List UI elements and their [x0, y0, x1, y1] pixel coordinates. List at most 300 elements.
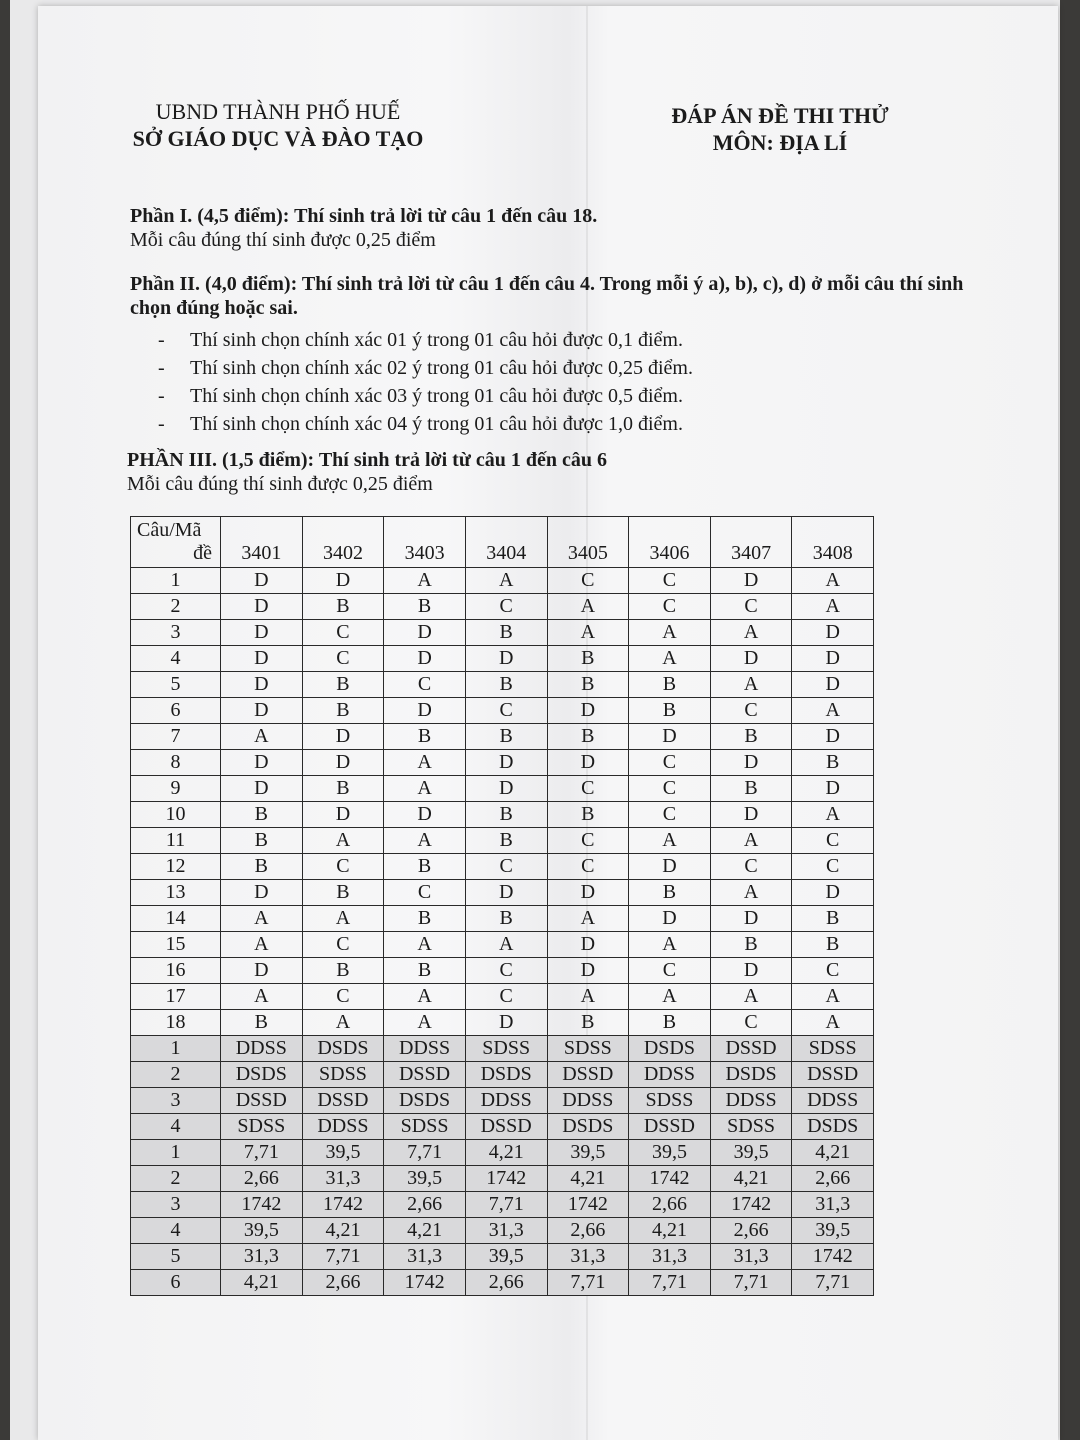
answer-cell: D	[629, 906, 711, 932]
answer-cell: C	[384, 672, 466, 698]
answer-cell: 7,71	[302, 1244, 384, 1270]
answer-cell: C	[629, 594, 711, 620]
answer-cell: B	[465, 828, 547, 854]
answer-cell: C	[465, 958, 547, 984]
answer-cell: B	[302, 958, 384, 984]
question-number-cell: 3	[131, 1088, 221, 1114]
table-row	[131, 984, 874, 1010]
answer-cell: DSDS	[221, 1062, 303, 1088]
table-row	[131, 828, 874, 854]
answer-cell: C	[465, 698, 547, 724]
answer-cell: D	[302, 750, 384, 776]
question-number-cell: 6	[131, 698, 221, 724]
question-number-cell: 2	[131, 1062, 221, 1088]
answer-cell: C	[629, 776, 711, 802]
answer-cell: 2,66	[221, 1166, 303, 1192]
answer-cell: B	[384, 724, 466, 750]
answer-cell: SDSS	[792, 1036, 874, 1062]
answer-cell: C	[302, 932, 384, 958]
answer-cell: DSDS	[465, 1062, 547, 1088]
table-row	[131, 776, 874, 802]
answer-cell: D	[221, 646, 303, 672]
table-row	[131, 698, 874, 724]
table-row	[131, 1036, 874, 1062]
answer-cell: 7,71	[629, 1270, 711, 1296]
answer-cell: B	[629, 698, 711, 724]
answer-cell: 1742	[792, 1244, 874, 1270]
answer-cell: D	[710, 958, 792, 984]
answer-cell: D	[221, 750, 303, 776]
question-number-cell: 4	[131, 1218, 221, 1244]
part2-section	[130, 272, 970, 438]
answer-cell: 1742	[465, 1166, 547, 1192]
exam-code-header: 3401	[221, 517, 303, 568]
answer-cell: A	[710, 828, 792, 854]
issuer-line-2: SỞ GIÁO DỤC VÀ ĐÀO TẠO	[132, 126, 424, 151]
answer-cell: C	[792, 854, 874, 880]
answer-table-body	[131, 568, 874, 1296]
answer-cell: A	[384, 776, 466, 802]
answer-cell: D	[792, 724, 874, 750]
answer-cell: A	[302, 906, 384, 932]
question-number-cell: 3	[131, 1192, 221, 1218]
issuer-header	[118, 98, 438, 152]
answer-cell: A	[792, 984, 874, 1010]
answer-cell: 2,66	[547, 1218, 629, 1244]
part3-title: PHẦN III. (1,5 điểm): Thí sinh trả lời từ câu 1 đến câu 6	[127, 449, 607, 471]
answer-cell: D	[547, 958, 629, 984]
answer-cell: B	[547, 646, 629, 672]
answer-cell: SDSS	[629, 1088, 711, 1114]
answer-cell: DSSD	[302, 1088, 384, 1114]
answer-cell: 1742	[629, 1166, 711, 1192]
corner-header: Câu/Mã đề	[131, 517, 221, 568]
answer-cell: A	[792, 698, 874, 724]
answer-cell: A	[629, 828, 711, 854]
answer-cell: 39,5	[221, 1218, 303, 1244]
answer-cell: B	[221, 1010, 303, 1036]
question-number-cell: 16	[131, 958, 221, 984]
answer-cell: DDSS	[384, 1036, 466, 1062]
answer-cell: 1742	[547, 1192, 629, 1218]
answer-cell: DDSS	[302, 1114, 384, 1140]
answer-cell: B	[384, 594, 466, 620]
question-number-cell: 4	[131, 1114, 221, 1140]
answer-cell: DSSD	[629, 1114, 711, 1140]
answer-cell: C	[302, 620, 384, 646]
answer-cell: D	[221, 568, 303, 594]
answer-cell: B	[547, 724, 629, 750]
answer-cell: B	[792, 750, 874, 776]
answer-cell: B	[384, 958, 466, 984]
answer-cell: A	[547, 594, 629, 620]
answer-cell: 31,3	[221, 1244, 303, 1270]
answer-cell: A	[547, 906, 629, 932]
answer-cell: D	[629, 724, 711, 750]
table-row	[131, 932, 874, 958]
answer-cell: C	[302, 646, 384, 672]
answer-cell: 7,71	[384, 1140, 466, 1166]
answer-cell: D	[792, 776, 874, 802]
answer-cell: SDSS	[221, 1114, 303, 1140]
answer-cell: B	[384, 906, 466, 932]
answer-cell: C	[792, 958, 874, 984]
answer-cell: D	[547, 698, 629, 724]
table-row	[131, 568, 874, 594]
answer-cell: D	[547, 880, 629, 906]
answer-cell: A	[302, 828, 384, 854]
answer-cell: B	[792, 932, 874, 958]
answer-cell: D	[792, 620, 874, 646]
answer-cell: 31,3	[710, 1244, 792, 1270]
answer-cell: 31,3	[629, 1244, 711, 1270]
answer-cell: DSDS	[629, 1036, 711, 1062]
answer-cell: D	[710, 568, 792, 594]
table-row	[131, 1088, 874, 1114]
answer-cell: A	[792, 594, 874, 620]
answer-cell: 4,21	[302, 1218, 384, 1244]
answer-cell: C	[465, 854, 547, 880]
answer-cell: 4,21	[710, 1166, 792, 1192]
answer-cell: D	[384, 646, 466, 672]
table-row	[131, 620, 874, 646]
answer-cell: 1742	[221, 1192, 303, 1218]
table-row	[131, 854, 874, 880]
answer-cell: B	[629, 1010, 711, 1036]
answer-cell: DSSD	[465, 1114, 547, 1140]
answer-cell: D	[221, 880, 303, 906]
part3-note: Mỗi câu đúng thí sinh được 0,25 điểm	[127, 473, 433, 495]
answer-cell: C	[547, 776, 629, 802]
answer-cell: D	[792, 880, 874, 906]
answer-cell: C	[710, 594, 792, 620]
answer-cell: C	[629, 568, 711, 594]
answer-cell: A	[221, 724, 303, 750]
answer-cell: D	[710, 802, 792, 828]
answer-cell: C	[302, 984, 384, 1010]
answer-cell: A	[465, 932, 547, 958]
answer-cell: C	[465, 594, 547, 620]
answer-cell: D	[465, 646, 547, 672]
answer-cell: DDSS	[465, 1088, 547, 1114]
question-number-cell: 18	[131, 1010, 221, 1036]
table-row	[131, 1010, 874, 1036]
answer-cell: A	[629, 646, 711, 672]
answer-cell: A	[710, 672, 792, 698]
answer-cell: A	[221, 932, 303, 958]
answer-cell: C	[302, 854, 384, 880]
table-row	[131, 1244, 874, 1270]
answer-cell: C	[629, 958, 711, 984]
exam-code-header: 3408	[792, 517, 874, 568]
table-row	[131, 724, 874, 750]
answer-cell: 2,66	[302, 1270, 384, 1296]
part1-title: Phần I. (4,5 điểm): Thí sinh trả lời từ câu 1 đến câu 18.	[130, 205, 598, 227]
answer-cell: A	[792, 802, 874, 828]
table-row	[131, 1140, 874, 1166]
answer-cell: C	[710, 698, 792, 724]
answer-cell: D	[710, 646, 792, 672]
answer-cell: D	[302, 802, 384, 828]
part2-rules	[158, 326, 970, 438]
answer-cell: A	[710, 620, 792, 646]
answer-cell: 7,71	[792, 1270, 874, 1296]
answer-cell: D	[221, 594, 303, 620]
answer-cell: DSDS	[384, 1088, 466, 1114]
answer-cell: B	[465, 672, 547, 698]
answer-cell: A	[629, 984, 711, 1010]
answer-cell: A	[221, 984, 303, 1010]
question-number-cell: 12	[131, 854, 221, 880]
title-line-2: MÔN: ĐỊA LÍ	[712, 130, 848, 155]
answer-cell: 31,3	[302, 1166, 384, 1192]
answer-cell: 39,5	[465, 1244, 547, 1270]
answer-cell: A	[547, 620, 629, 646]
answer-cell: DSDS	[792, 1114, 874, 1140]
answer-cell: 31,3	[465, 1218, 547, 1244]
answer-cell: 31,3	[792, 1192, 874, 1218]
answer-cell: A	[221, 906, 303, 932]
answer-cell: DSSD	[384, 1062, 466, 1088]
answer-cell: DSSD	[710, 1036, 792, 1062]
answer-cell: A	[629, 932, 711, 958]
rule-item: - Thí sinh chọn chính xác 04 ý trong 01 câu hỏi được 1,0 điểm.	[158, 413, 683, 435]
answer-cell: SDSS	[302, 1062, 384, 1088]
answer-cell: 1742	[710, 1192, 792, 1218]
answer-cell: D	[710, 750, 792, 776]
part1-section	[130, 204, 970, 252]
answer-cell: A	[792, 1010, 874, 1036]
question-number-cell: 7	[131, 724, 221, 750]
question-number-cell: 5	[131, 672, 221, 698]
table-row	[131, 880, 874, 906]
table-row	[131, 1192, 874, 1218]
table-row	[131, 802, 874, 828]
answer-cell: D	[302, 568, 384, 594]
answer-cell: A	[384, 828, 466, 854]
answer-cell: 4,21	[221, 1270, 303, 1296]
answer-cell: B	[547, 672, 629, 698]
answer-cell: 7,71	[547, 1270, 629, 1296]
question-number-cell: 11	[131, 828, 221, 854]
answer-cell: DSDS	[302, 1036, 384, 1062]
answer-cell: C	[629, 750, 711, 776]
answer-cell: A	[710, 880, 792, 906]
answer-cell: C	[465, 984, 547, 1010]
answer-cell: D	[221, 958, 303, 984]
answer-cell: DDSS	[710, 1088, 792, 1114]
answer-cell: C	[792, 828, 874, 854]
answer-cell: 4,21	[465, 1140, 547, 1166]
answer-cell: SDSS	[710, 1114, 792, 1140]
answer-cell: DSSD	[221, 1088, 303, 1114]
question-number-cell: 9	[131, 776, 221, 802]
exam-code-header: 3405	[547, 517, 629, 568]
answer-cell: 31,3	[547, 1244, 629, 1270]
table-row	[131, 750, 874, 776]
answer-cell: D	[792, 672, 874, 698]
rule-item: - Thí sinh chọn chính xác 01 ý trong 01 câu hỏi được 0,1 điểm.	[158, 329, 683, 351]
question-number-cell: 6	[131, 1270, 221, 1296]
answer-cell: D	[465, 1010, 547, 1036]
answer-cell: 31,3	[384, 1244, 466, 1270]
question-number-cell: 10	[131, 802, 221, 828]
question-number-cell: 1	[131, 568, 221, 594]
exam-code-header: 3407	[710, 517, 792, 568]
answer-cell: A	[629, 620, 711, 646]
question-number-cell: 4	[131, 646, 221, 672]
answer-cell: A	[384, 932, 466, 958]
table-row	[131, 1062, 874, 1088]
answer-cell: 2,66	[792, 1166, 874, 1192]
answer-cell: DDSS	[792, 1088, 874, 1114]
answer-cell: D	[629, 854, 711, 880]
answer-cell: DDSS	[221, 1036, 303, 1062]
exam-code-header: 3402	[302, 517, 384, 568]
rule-item: - Thí sinh chọn chính xác 03 ý trong 01 câu hỏi được 0,5 điểm.	[158, 385, 683, 407]
answer-cell: C	[710, 854, 792, 880]
table-row	[131, 1114, 874, 1140]
answer-table	[130, 516, 874, 1296]
answer-cell: 4,21	[547, 1166, 629, 1192]
answer-cell: B	[302, 776, 384, 802]
answer-cell: 1742	[384, 1270, 466, 1296]
part2-title: Phần II. (4,0 điểm): Thí sinh trả lời từ câu 1 đến câu 4. Trong mỗi ý a), b), c), d) ở mỗi câu thí sinh chọn đúng hoặc sai.	[130, 273, 964, 319]
answer-cell: D	[221, 672, 303, 698]
answer-cell: B	[302, 594, 384, 620]
answer-cell: D	[221, 698, 303, 724]
answer-cell: C	[547, 568, 629, 594]
answer-cell: DSSD	[547, 1062, 629, 1088]
answer-cell: 39,5	[547, 1140, 629, 1166]
exam-code-header: 3406	[629, 517, 711, 568]
answer-cell: C	[547, 854, 629, 880]
answer-cell: 2,66	[384, 1192, 466, 1218]
answer-cell: B	[710, 932, 792, 958]
table-row	[131, 906, 874, 932]
answer-cell: 2,66	[465, 1270, 547, 1296]
answer-cell: 2,66	[629, 1192, 711, 1218]
answer-cell: 39,5	[792, 1218, 874, 1244]
question-number-cell: 1	[131, 1140, 221, 1166]
answer-cell: B	[547, 1010, 629, 1036]
table-row	[131, 1270, 874, 1296]
answer-cell: 39,5	[302, 1140, 384, 1166]
table-row	[131, 1166, 874, 1192]
answer-cell: A	[384, 984, 466, 1010]
answer-cell: SDSS	[465, 1036, 547, 1062]
answer-cell: B	[221, 854, 303, 880]
answer-cell: 7,71	[710, 1270, 792, 1296]
answer-cell: C	[384, 880, 466, 906]
answer-cell: DDSS	[629, 1062, 711, 1088]
answer-cell: B	[465, 802, 547, 828]
answer-cell: D	[384, 698, 466, 724]
answer-cell: D	[465, 880, 547, 906]
table-row	[131, 646, 874, 672]
answer-cell: D	[710, 906, 792, 932]
answer-cell: C	[710, 1010, 792, 1036]
question-number-cell: 15	[131, 932, 221, 958]
answer-cell: B	[465, 724, 547, 750]
answer-cell: 39,5	[384, 1166, 466, 1192]
answer-cell: 4,21	[792, 1140, 874, 1166]
question-number-cell: 17	[131, 984, 221, 1010]
answer-cell: D	[547, 750, 629, 776]
table-row	[131, 958, 874, 984]
answer-cell: A	[710, 984, 792, 1010]
answer-cell: B	[547, 802, 629, 828]
answer-cell: A	[384, 750, 466, 776]
question-number-cell: 8	[131, 750, 221, 776]
table-row	[131, 1218, 874, 1244]
question-number-cell: 13	[131, 880, 221, 906]
table-row	[131, 672, 874, 698]
answer-cell: A	[465, 568, 547, 594]
answer-cell: 2,66	[710, 1218, 792, 1244]
answer-cell: DDSS	[547, 1088, 629, 1114]
answer-cell: D	[547, 932, 629, 958]
answer-cell: B	[629, 880, 711, 906]
answer-cell: B	[302, 672, 384, 698]
answer-cell: D	[465, 750, 547, 776]
answer-cell: D	[792, 646, 874, 672]
issuer-line-1: UBND THÀNH PHỐ HUẾ	[155, 99, 401, 124]
answer-cell: C	[629, 802, 711, 828]
question-number-cell: 2	[131, 1166, 221, 1192]
answer-cell: 7,71	[221, 1140, 303, 1166]
answer-cell: D	[221, 620, 303, 646]
answer-cell: A	[547, 984, 629, 1010]
question-number-cell: 2	[131, 594, 221, 620]
question-number-cell: 14	[131, 906, 221, 932]
answer-cell: 4,21	[629, 1218, 711, 1244]
title-line-1: ĐÁP ÁN ĐỀ THI THỬ	[671, 103, 889, 128]
answer-cell: SDSS	[384, 1114, 466, 1140]
answer-cell: B	[302, 880, 384, 906]
answer-cell: D	[384, 802, 466, 828]
answer-cell: B	[629, 672, 711, 698]
answer-cell: B	[465, 620, 547, 646]
answer-cell: SDSS	[547, 1036, 629, 1062]
answer-cell: B	[221, 828, 303, 854]
answer-cell: 7,71	[465, 1192, 547, 1218]
answer-cell: 39,5	[629, 1140, 711, 1166]
answer-cell: 39,5	[710, 1140, 792, 1166]
answer-cell: B	[710, 776, 792, 802]
question-number-cell: 3	[131, 620, 221, 646]
answer-cell: B	[465, 906, 547, 932]
answer-cell: B	[302, 698, 384, 724]
answer-cell: DSDS	[710, 1062, 792, 1088]
part3-section	[127, 448, 967, 496]
exam-code-header: 3403	[384, 517, 466, 568]
part1-note: Mỗi câu đúng thí sinh được 0,25 điểm	[130, 229, 436, 251]
question-number-cell: 1	[131, 1036, 221, 1062]
table-row	[131, 594, 874, 620]
answer-cell: B	[221, 802, 303, 828]
answer-cell: B	[384, 854, 466, 880]
answer-cell: A	[384, 568, 466, 594]
answer-cell: D	[302, 724, 384, 750]
exam-code-header: 3404	[465, 517, 547, 568]
answer-cell: 4,21	[384, 1218, 466, 1244]
answer-cell: D	[384, 620, 466, 646]
answer-cell: A	[384, 1010, 466, 1036]
answer-cell: DSDS	[547, 1114, 629, 1140]
table-header-row	[131, 517, 874, 568]
answer-cell: DSSD	[792, 1062, 874, 1088]
